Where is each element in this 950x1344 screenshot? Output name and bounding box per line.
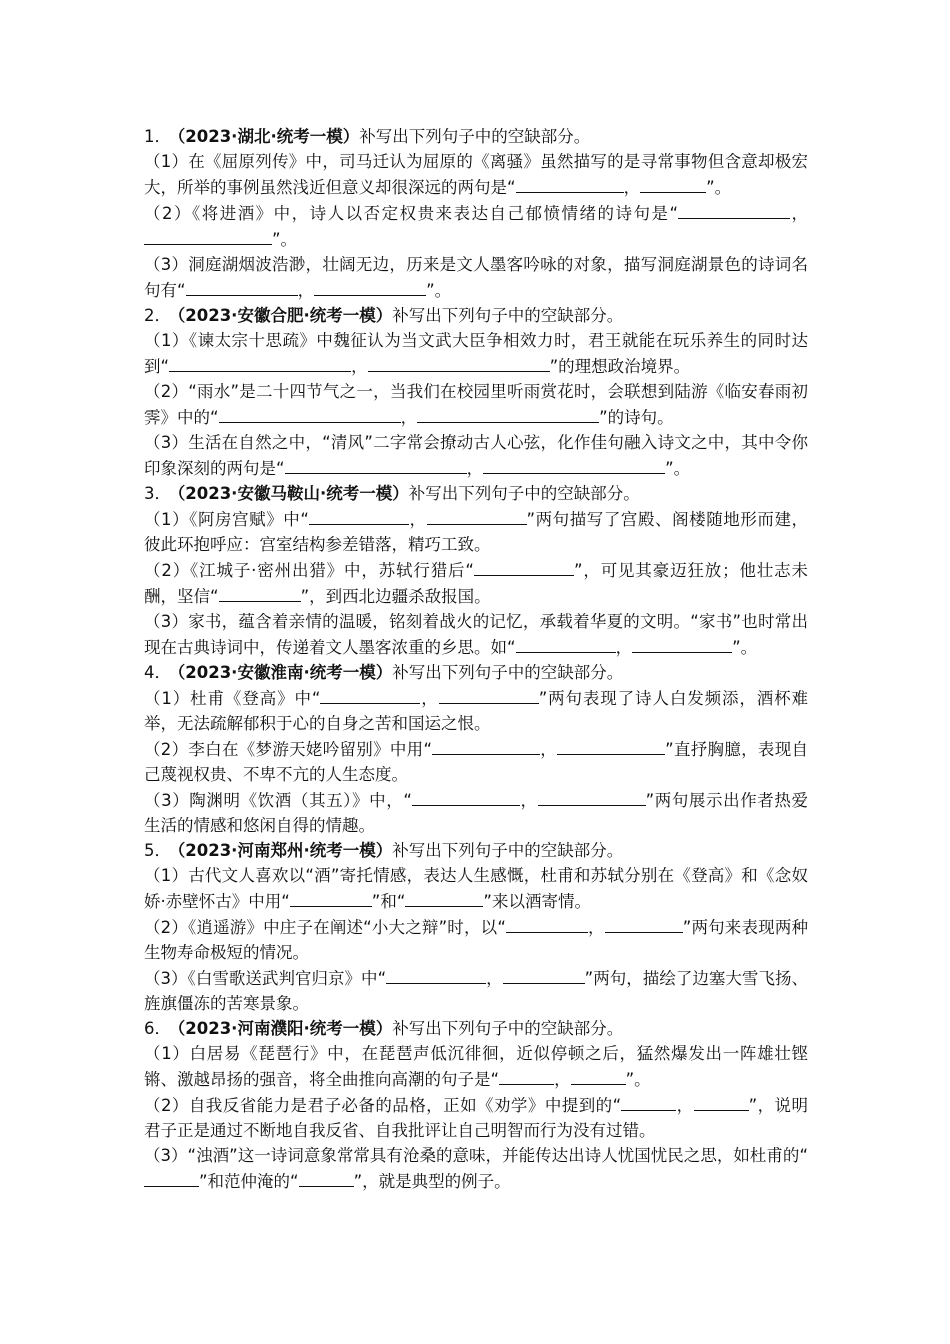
sub-question: （3）“浊酒”这一诗词意象常常具有沧桑的意味，并能传达出诗人忧国忧民之思，如杜甫的“”和范仲淹的“ ”，就是典型的例子。 bbox=[144, 1146, 808, 1191]
question-4 bbox=[144, 660, 808, 838]
question-instruction: 补写出下列句子中的空缺部分。 bbox=[392, 1019, 624, 1038]
question-instruction: 补写出下列句子中的空缺部分。 bbox=[392, 663, 624, 682]
answer-blank[interactable] bbox=[417, 404, 599, 423]
answer-blank[interactable] bbox=[439, 685, 539, 704]
question-number: 2． bbox=[144, 306, 171, 325]
answer-blank[interactable] bbox=[144, 1168, 199, 1187]
question-number: 4． bbox=[144, 663, 171, 682]
answer-blank[interactable] bbox=[412, 787, 520, 806]
sub-question: （1）古代文人喜欢以“酒”寄托情感，表达人生感慨，杜甫和苏轼分别在《登高》和《念奴娇·赤壁怀古》中用“ ”和“ ”来以酒寄情。 bbox=[144, 866, 808, 911]
answer-blank[interactable] bbox=[632, 634, 732, 653]
question-2 bbox=[144, 303, 808, 481]
question-instruction: 补写出下列句子中的空缺部分。 bbox=[392, 306, 624, 325]
sub-question: （1）《阿房宫赋》中“ ， ”两句描写了宫殿、阁楼随地形而建，彼此环抱呼应：宫室结构参差错落，精巧工致。 bbox=[144, 506, 808, 557]
answer-blank[interactable] bbox=[499, 1066, 554, 1085]
sub-question: （2）《逍遥游》中庄子在阐述“小大之辩”时，以“ ， ”两句来表现两种生物寿命极短的情况。 bbox=[144, 914, 808, 965]
question-source: （2023·河南郑州·统考一模） bbox=[177, 841, 393, 860]
answer-blank[interactable] bbox=[219, 404, 401, 423]
question-instruction: 补写出下列句子中的空缺部分。 bbox=[392, 841, 624, 860]
sub-question: （1）白居易《琵琶行》中，在琵琶声低沉徘徊，近似停顿之后，猛然爆发出一阵雄壮铿锵、激越昂扬的强音，将全曲推向高潮的句子是“ ， ”。 bbox=[144, 1044, 808, 1089]
answer-blank[interactable] bbox=[678, 200, 790, 219]
sub-question: （2）“雨水”是二十四节气之一，当我们在校园里听雨赏花时，会联想到陆游《临安春雨初霁》中的“ ， ”的诗句。 bbox=[144, 382, 808, 427]
sub-question: （1）在《屈原列传》中，司马迁认为屈原的《离骚》虽然描写的是寻常事物但含意却极宏大，所举的事例虽然浅近但意义却很深远的两句是“ ， ”。 bbox=[144, 152, 808, 197]
question-1 bbox=[144, 124, 808, 303]
question-source: （2023·安徽合肥·统考一模） bbox=[177, 306, 393, 325]
answer-blank[interactable] bbox=[694, 1092, 749, 1111]
answer-blank[interactable] bbox=[285, 455, 467, 474]
document-page bbox=[144, 124, 808, 1194]
question-heading bbox=[144, 660, 808, 685]
question-source: （2023·安徽马鞍山·统考一模） bbox=[177, 484, 409, 503]
answer-blank[interactable] bbox=[368, 353, 550, 372]
question-source: （2023·河南濮阳·统考一模） bbox=[177, 1019, 393, 1038]
answer-blank[interactable] bbox=[309, 506, 409, 525]
sub-question: （3）生活在自然之中，“清风”二字常会撩动古人心弦，化作佳句融入诗文之中，其中令你印象深刻的两句是“ ， ”。 bbox=[144, 433, 808, 478]
question-6 bbox=[144, 1016, 808, 1194]
answer-blank[interactable] bbox=[506, 914, 588, 933]
answer-blank[interactable] bbox=[386, 965, 486, 984]
answer-blank[interactable] bbox=[516, 634, 616, 653]
question-heading bbox=[144, 838, 808, 863]
sub-question: （2）李白在《梦游天姥吟留别》中用“ ， ”直抒胸臆，表现自己蔑视权贵、不卑不亢的人生态度。 bbox=[144, 736, 808, 787]
answer-blank[interactable] bbox=[405, 888, 483, 907]
answer-blank[interactable] bbox=[483, 455, 665, 474]
answer-blank[interactable] bbox=[538, 787, 646, 806]
sub-question: （1）杜甫《登高》中“ ， ”两句表现了诗人白发频添，酒杯难举，无法疏解郁积于心的自身之苦和国运之恨。 bbox=[144, 685, 808, 736]
question-number: 3． bbox=[144, 484, 171, 503]
question-number: 1． bbox=[144, 127, 171, 146]
sub-question: （3）洞庭湖烟波浩渺，壮阔无边，历来是文人墨客吟咏的对象，描写洞庭湖景色的诗词名句有“ ， ”。 bbox=[144, 255, 808, 300]
question-3 bbox=[144, 481, 808, 660]
answer-blank[interactable] bbox=[219, 583, 301, 602]
answer-blank[interactable] bbox=[571, 1066, 626, 1085]
answer-blank[interactable] bbox=[169, 353, 351, 372]
question-5 bbox=[144, 838, 808, 1016]
answer-blank[interactable] bbox=[299, 1168, 354, 1187]
answer-blank[interactable] bbox=[621, 1092, 676, 1111]
answer-blank[interactable] bbox=[640, 174, 706, 193]
sub-question: （2）《江城子·密州出猎》中，苏轼行猎后“ ”，可见其豪迈狂放；他壮志未酬，坚信“ ”，到西北边疆杀敌报国。 bbox=[144, 557, 808, 609]
sub-question: （3）家书，蕴含着亲情的温暖，铭刻着战火的记忆，承载着华夏的文明。“家书”也时常出现在古典诗词中，传递着文人墨客浓重的乡思。如“ ， ”。 bbox=[144, 612, 808, 657]
answer-blank[interactable] bbox=[290, 888, 372, 907]
question-number: 5． bbox=[144, 841, 171, 860]
answer-blank[interactable] bbox=[474, 557, 574, 576]
sub-question: （2）《将进酒》中，诗人以否定权贵来表达自己郁愤情绪的诗句是“ ，”。 bbox=[144, 200, 808, 252]
question-source: （2023·安徽淮南·统考一模） bbox=[177, 663, 393, 682]
question-instruction: 补写出下列句子中的空缺部分。 bbox=[359, 127, 591, 146]
answer-blank[interactable] bbox=[427, 506, 527, 525]
answer-blank[interactable] bbox=[186, 277, 298, 296]
sub-question: （3）《白雪歌送武判官归京》中“ ， ”两句，描绘了边塞大雪飞扬、旌旗僵冻的苦寒景象。 bbox=[144, 965, 808, 1016]
answer-blank[interactable] bbox=[320, 685, 420, 704]
question-heading bbox=[144, 303, 808, 328]
question-instruction: 补写出下列句子中的空缺部分。 bbox=[408, 484, 640, 503]
question-heading bbox=[144, 124, 808, 149]
answer-blank[interactable] bbox=[503, 965, 585, 984]
sub-question: （2）自我反省能力是君子必备的品格，正如《劝学》中提到的“ ， ”，说明君子正是通过不断地自我反省、自我批评让自己明智而行为没有过错。 bbox=[144, 1092, 808, 1143]
question-number: 6． bbox=[144, 1019, 171, 1038]
answer-blank[interactable] bbox=[516, 174, 624, 193]
answer-blank[interactable] bbox=[144, 226, 272, 245]
answer-blank[interactable] bbox=[432, 736, 540, 755]
answer-blank[interactable] bbox=[557, 736, 665, 755]
question-source: （2023·湖北·统考一模） bbox=[177, 127, 360, 146]
question-heading bbox=[144, 481, 808, 506]
sub-question: （1）《谏太宗十思疏》中魏征认为当文武大臣争相效力时，君王就能在玩乐养生的同时达到“ ， ”的理想政治境界。 bbox=[144, 331, 808, 376]
answer-blank[interactable] bbox=[605, 914, 683, 933]
answer-blank[interactable] bbox=[314, 277, 426, 296]
question-heading bbox=[144, 1016, 808, 1041]
sub-question: （3）陶渊明《饮酒（其五）》中，“ ， ”两句展示出作者热爱生活的情感和悠闲自得的情趣。 bbox=[144, 787, 808, 838]
